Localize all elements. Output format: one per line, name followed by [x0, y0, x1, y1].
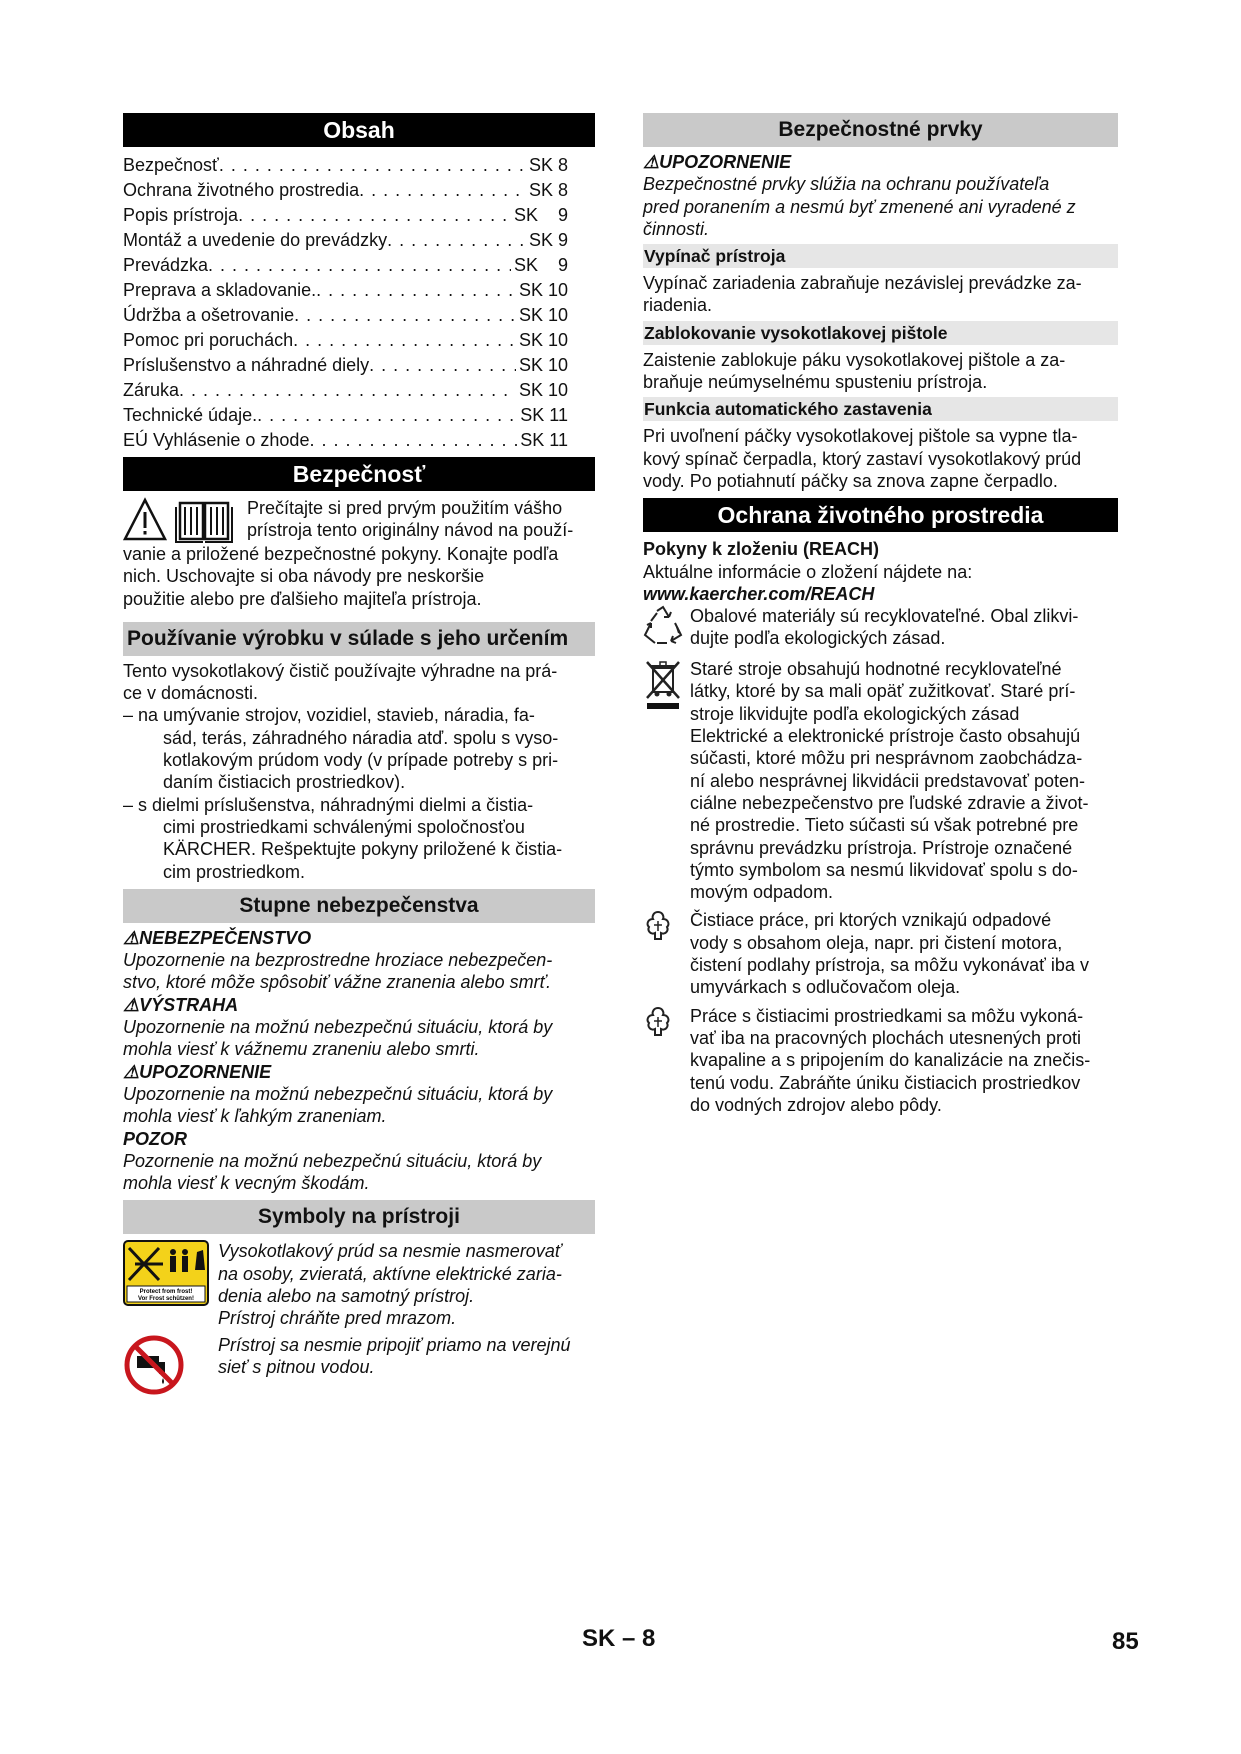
- sign-text: Vor Frost schützen!: [138, 1296, 194, 1303]
- danger-text: stvo, ktoré môže spôsobiť vážne zranenia alebo smrť.: [123, 972, 551, 993]
- environment-icon: [643, 1005, 690, 1042]
- autostop-heading: Funkcia automatického zastavenia: [643, 397, 1118, 421]
- symbol-text: na osoby, zvieratá, aktívne elektrické zaria-: [218, 1263, 562, 1284]
- intended-item-cont: KÄRCHER. Rešpektujte pokyny priložené k čistia-: [163, 839, 563, 860]
- toc-leader-dots: [387, 228, 526, 253]
- safety-text-line: nich. Uschovajte si oba návody pre neskoršie: [123, 566, 485, 587]
- toc-entry[interactable]: [123, 428, 568, 453]
- toc-entry-page: SK 10: [518, 305, 568, 325]
- intended-item-cont: sád, terás, záhradného náradia atď. spolu s vyso-: [163, 727, 559, 748]
- symbol-text: sieť s pitnou vodou.: [218, 1356, 375, 1377]
- weee-text-line: týmto symbolom sa nesmú likvidovať spolu s do-: [690, 859, 1078, 880]
- reach-text: Aktuálne informácie o zložení nájdete na:: [643, 561, 973, 582]
- toc-entry-title: Záruka: [123, 380, 180, 400]
- toc-heading: Obsah: [123, 113, 595, 147]
- detergent-text: Práce s čistiacimi prostriedkami sa môžu vykoná-: [690, 1005, 1084, 1026]
- toc-entry[interactable]: [123, 153, 568, 178]
- autostop-text: vody. Po potiahnutí páčky sa znova zapne čerpadlo.: [643, 470, 1058, 491]
- toc-leader-dots: [179, 378, 516, 403]
- toc-entry-title: Bezpečnosť: [123, 155, 219, 175]
- weee-text-line: movým odpadom.: [690, 882, 834, 903]
- toc-entry-title: Príslušenstvo a náhradné diely: [123, 355, 370, 375]
- caution-text: činnosti.: [643, 218, 710, 239]
- caution-text: Upozornenie na možnú nebezpečnú situáciu, ktorá by: [123, 1083, 553, 1104]
- toc-entry-title: EÚ Vyhlásenie o zhode: [123, 430, 310, 450]
- safety-heading: Bezpečnosť: [123, 457, 595, 491]
- danger-text: Upozornenie na bezprostredne hroziace nebezpečen-: [123, 950, 553, 971]
- weee-text-line: súčasti, ktoré môžu pri nesprávnom zaobchádza-: [690, 748, 1083, 769]
- intended-item-cont: cimi prostriedkami schválenými spoločnosťou: [163, 816, 525, 837]
- reach-link[interactable]: www.kaercher.com/REACH: [643, 583, 875, 604]
- crossed-bin-icon: [643, 658, 690, 715]
- toc-entry-title: Ochrana životného prostredia: [123, 180, 360, 200]
- oil-text: umyvárkach s odlučovačom oleja.: [690, 977, 961, 998]
- toc-entry-page: SK 8: [528, 155, 568, 175]
- symbol-text: Vysokotlakový prúd sa nesmie nasmerovať: [218, 1241, 562, 1262]
- symbol-text: Prístroj chráňte pred mrazom.: [218, 1308, 457, 1329]
- oil-text: čistení podlahy prístroja, sa môžu vykonávať iba v: [690, 955, 1089, 976]
- toc-entry-page: SK 10: [518, 280, 568, 300]
- toc-entry-title: Údržba a ošetrovanie: [123, 305, 295, 325]
- toc-entry[interactable]: [123, 378, 568, 403]
- toc-entry-page: SK 10: [518, 355, 568, 375]
- weee-text-line: Staré stroje obsahujú hodnotné recyklovateľné: [690, 659, 1062, 680]
- toc-leader-dots: [208, 253, 511, 278]
- toc-entry[interactable]: [123, 353, 568, 378]
- left-column: [123, 113, 595, 1401]
- toc-entry[interactable]: [123, 228, 568, 253]
- autostop-text: kový spínač čerpadla, ktorý zastaví vysokotlakový prúd: [643, 448, 1082, 469]
- toc-entry-page: SK 11: [520, 430, 568, 450]
- toc-entry[interactable]: [123, 328, 568, 353]
- symbol-text: Prístroj sa nesmie pripojiť priamo na verejnú: [218, 1334, 571, 1355]
- weee-text-line: správnu prevádzku prístroja. Prístroje označené: [690, 837, 1073, 858]
- intended-item-cont: kotlakovým prúdom vody (v prípade potreby s pri-: [163, 750, 559, 771]
- notice-text: Pozornenie na možnú nebezpečnú situáciu, ktorá by: [123, 1150, 542, 1171]
- recycle-row: [643, 605, 1118, 654]
- weee-text-line: Elektrické a elektronické prístroje často obsahujú: [690, 726, 1081, 747]
- toc-leader-dots: [219, 153, 526, 178]
- toc-entry-title: Prevádzka: [123, 255, 209, 275]
- detergent-text: kvapaline a s pripojením do kanalizácie na znečis-: [690, 1050, 1091, 1071]
- safety-devices-heading: Bezpečnostné prvky: [643, 113, 1118, 147]
- environment-icon: [643, 909, 690, 946]
- oil-row: [643, 909, 1118, 998]
- intended-item: – s dielmi príslušenstva, náhradnými dielmi a čistia-: [123, 794, 534, 815]
- toc-leader-dots: [309, 428, 517, 453]
- detergent-text: do vodných zdrojov alebo pôdy.: [690, 1094, 942, 1115]
- weee-text-line: né prostredie. Tieto súčasti sú však potrebné pre: [690, 815, 1079, 836]
- warning-label: ⚠VÝSTRAHA: [123, 994, 239, 1015]
- warning-manual-icon: [123, 497, 243, 543]
- toc-leader-dots: [293, 328, 516, 353]
- high-pressure-warning-icon: [123, 1240, 218, 1311]
- toc-leader-dots: [316, 278, 516, 303]
- oil-text: vody s obsahom oleja, napr. pri čistení motora,: [690, 932, 1063, 953]
- toc-entry-page: SK 10: [518, 330, 568, 350]
- toc-leader-dots: [294, 303, 516, 328]
- intended-text-line: ce v domácnosti.: [123, 683, 259, 704]
- intended-use-heading: Používanie výrobku v súlade s jeho určením: [123, 622, 595, 656]
- toc-entry-title: Montáž a uvedenie do prevádzky: [123, 230, 388, 250]
- weee-text: [690, 658, 1118, 903]
- toc-leader-dots: [369, 353, 516, 378]
- toc-entry-page: SK 8: [528, 180, 568, 200]
- weee-text-line: ní alebo nesprávnej likvidácii predstavovať poten-: [690, 770, 1085, 791]
- detergent-row: [643, 1005, 1118, 1116]
- toc-entry-page: SK 9: [513, 205, 568, 225]
- detergent-text: vať iba na pracovných plochách utesnených proti: [690, 1027, 1081, 1048]
- right-column: [643, 113, 1118, 1116]
- toc-entry[interactable]: [123, 403, 568, 428]
- sign-text: Protect from frost!: [139, 1289, 193, 1296]
- toc-entry-page: SK 11: [520, 405, 568, 425]
- gun-lock-heading: Zablokovanie vysokotlakovej pištole: [643, 321, 1118, 345]
- symbol-text: denia alebo na samotný prístroj.: [218, 1286, 475, 1307]
- toc-entry[interactable]: [123, 253, 568, 278]
- switch-text: riadenia.: [643, 295, 713, 316]
- intended-text-line: Tento vysokotlakový čistič používajte výhradne na prá-: [123, 660, 558, 681]
- oil-text: Čistiace práce, pri ktorých vznikajú odpadové: [690, 910, 1052, 931]
- safety-intro: [123, 497, 595, 543]
- detergent-text: tenú vodu. Zabráňte úniku čistiacich prostriedkov: [690, 1072, 1081, 1093]
- symbol-row: [123, 1334, 595, 1401]
- toc-entry-title: Pomoc pri poruchách: [123, 330, 294, 350]
- weee-text-line: stroje likvidujte podľa ekologických zásad: [690, 703, 1020, 724]
- weee-text-line: ciálne nebezpečenstvo pre ľudské zdravie a život-: [690, 792, 1089, 813]
- no-drinking-water-icon: [123, 1334, 218, 1401]
- reach-heading: Pokyny k zloženiu (REACH): [643, 539, 880, 560]
- toc-entry-title: Popis prístroja: [123, 205, 239, 225]
- recycle-text: dujte podľa ekologických zásad.: [690, 628, 946, 649]
- caution-text: mohla viesť k ľahkým zraneniam.: [123, 1106, 387, 1127]
- section-page-label: SK – 8: [582, 1625, 656, 1652]
- intended-item: – na umývanie strojov, vozidiel, stavieb, náradia, fa-: [123, 705, 535, 726]
- page-number: 85: [1112, 1628, 1139, 1655]
- switch-text: Vypínač zariadenia zabraňuje nezávislej prevádzke za-: [643, 273, 1082, 294]
- safety-text-line: vanie a priložené bezpečnostné pokyny. Konajte podľa: [123, 544, 559, 564]
- notice-label: POZOR: [123, 1128, 188, 1149]
- toc-entry[interactable]: [123, 203, 568, 228]
- gun-lock-text: braňuje neúmyselnému spusteniu prístroja.: [643, 372, 988, 393]
- symbols-heading: Symboly na prístroji: [123, 1200, 595, 1234]
- warning-text: mohla viesť k vážnemu zraneniu alebo smrti.: [123, 1039, 480, 1060]
- toc-leader-dots: [359, 178, 526, 203]
- toc-entry-page: SK 9: [528, 230, 568, 250]
- danger-label: ⚠NEBEZPEČENSTVO: [123, 927, 312, 948]
- table-of-contents: [123, 153, 595, 453]
- environment-heading: Ochrana životného prostredia: [643, 498, 1118, 532]
- toc-entry-page: SK 10: [518, 380, 568, 400]
- toc-entry[interactable]: [123, 278, 568, 303]
- hazard-levels-heading: Stupne nebezpečenstva: [123, 889, 595, 923]
- caution-label: ⚠UPOZORNENIE: [643, 152, 792, 172]
- safety-text-line: použitie alebo pre ďalšieho majiteľa prístroja.: [123, 588, 482, 609]
- symbol-row: [123, 1240, 595, 1329]
- safety-intro-line: Prečítajte si pred prvým použitím vášho: [247, 498, 563, 518]
- toc-entry-page: SK 9: [513, 255, 568, 275]
- recycle-text: Obalové materiály sú recyklovateľné. Obal zlikvi-: [690, 606, 1079, 627]
- toc-leader-dots: [257, 403, 517, 428]
- caution-label: ⚠UPOZORNENIE: [123, 1061, 272, 1082]
- caution-text: pred poranením a nesmú byť zmenené ani vyradené z: [643, 196, 1076, 217]
- weee-row: [643, 658, 1118, 903]
- safety-intro-line: prístroja tento originálny návod na použí-: [247, 520, 574, 541]
- toc-entry[interactable]: [123, 303, 568, 328]
- gun-lock-text: Zaistenie zablokuje páku vysokotlakovej pištole a za-: [643, 349, 1066, 370]
- toc-entry-title: Technické údaje.: [123, 405, 258, 425]
- intended-item-cont: cim prostriedkom.: [163, 861, 306, 882]
- warning-text: Upozornenie na možnú nebezpečnú situáciu, ktorá by: [123, 1017, 553, 1038]
- switch-heading: Vypínač prístroja: [643, 244, 1118, 268]
- toc-entry[interactable]: [123, 178, 568, 203]
- weee-text-line: látky, ktoré by sa mali opäť zužitkovať. Staré prí-: [690, 681, 1076, 702]
- caution-text: Bezpečnostné prvky slúžia na ochranu používateľa: [643, 174, 1050, 195]
- intended-item-cont: daním čistiacich prostriedkov).: [163, 772, 406, 793]
- toc-leader-dots: [238, 203, 511, 228]
- notice-text: mohla viesť k vecným škodám.: [123, 1173, 370, 1194]
- autostop-text: Pri uvoľnení páčky vysokotlakovej pištole sa vypne tla-: [643, 426, 1078, 447]
- recycle-icon: [643, 605, 690, 654]
- toc-entry-title: Preprava a skladovanie.: [123, 280, 317, 300]
